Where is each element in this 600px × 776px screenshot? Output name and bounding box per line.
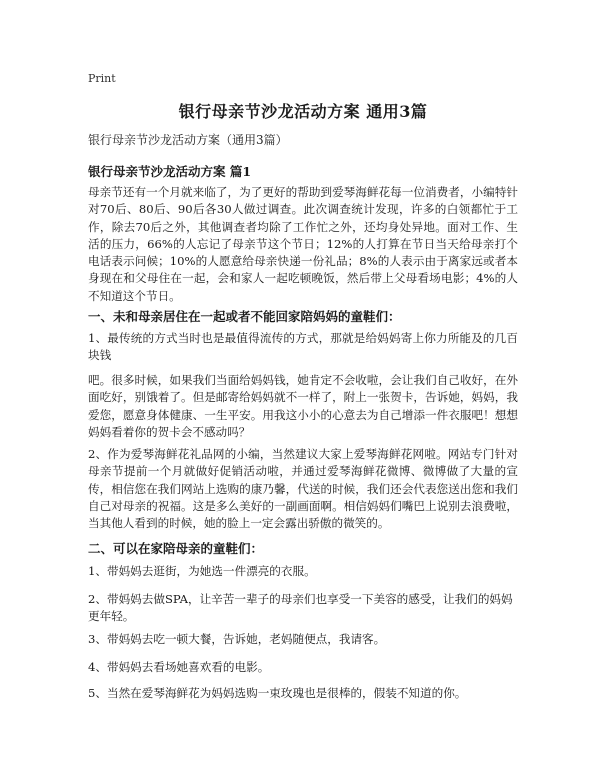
list-item: 3、带妈妈去吃一顿大餐，告诉她，老妈随便点，我请客。 <box>88 632 386 646</box>
list-item: 5、当然在爱琴海鲜花为妈妈选购一束玫瑰也是很棒的，假装不知道的你。 <box>88 686 467 700</box>
intro-paragraph: 母亲节还有一个月就来临了，为了更好的帮助到爱琴海鲜花每一位消费者，小编特针对70后、80后、90后各30人做过调查。此次调查统计发现，许多的白领都忙于工作，除去70后之外，其他调查者均除了工作忙之外，还均身处异地。面对工作、生活的压力，66%的人忘记了母亲节这个节日；12%的人打算在节日当天给母亲打个电话表示问候；10%的人愿意给母亲快递一份礼品；8%的人表示由于离家远或者本身现在和父母住在一起，会和家人一起吃顿晚饭，然后带上父母看场电影；4%的人不知道这个节日。 <box>88 185 518 303</box>
list-item: 2、带妈妈去做SPA，让辛苦一辈子的母亲们也享受一下美容的感受，让我们的妈妈更年轻。 <box>88 592 513 624</box>
paragraph-3: 2、作为爱琴海鲜花礼品网的小编，当然建议大家上爱琴海鲜花网啦。网站专门针对母亲节提前一个月就做好促销活动啦，并通过爱琴海鲜花微博、微博做了大量的宣传，相信您在我们网站上选购的康乃馨，代送的时候，我们还会代表您送出您和我们自己对母亲的祝福。这是多么美好的一副画面啊。相信妈妈们嘴巴上说别去浪费啦，当其他人看到的时候，她的脸上一定会露出骄傲的微笑的。 <box>88 447 518 531</box>
list-item: 4、带妈妈去看场她喜欢看的电影。 <box>88 660 270 674</box>
heading-not-living-together: 一、未和母亲居住在一起或者不能回家陪妈妈的童鞋们： <box>88 309 401 324</box>
document-title: 银行母亲节沙龙活动方案 通用3篇 <box>178 102 428 121</box>
paragraph-2: 吧。很多时候，如果我们当面给妈妈钱，她肯定不会收啦，会让我们自己收好，在外面吃好，别饿着了。但是邮寄给妈妈就不一样了，附上一张贺卡，告诉她，妈妈，我爱您，愿意身体健康、一生平安。用我这小小的心意去为自己增添一件衣服吧！想想妈妈看着你的贺卡会不感动吗？ <box>88 373 518 439</box>
list-item: 1、带妈妈去逛街，为她选一件漂亮的衣服。 <box>88 564 316 578</box>
print-link[interactable]: Print <box>88 72 116 85</box>
heading-at-home: 二、可以在家陪母亲的童鞋们： <box>88 541 264 556</box>
paragraph-1: 1、最传统的方式当时也是最值得流传的方式，那就是给妈妈寄上你力所能及的几百块钱 <box>88 331 518 363</box>
section-title: 银行母亲节沙龙活动方案 篇1 <box>88 164 252 179</box>
document-subtitle: 银行母亲节沙龙活动方案（通用3篇） <box>88 133 288 147</box>
